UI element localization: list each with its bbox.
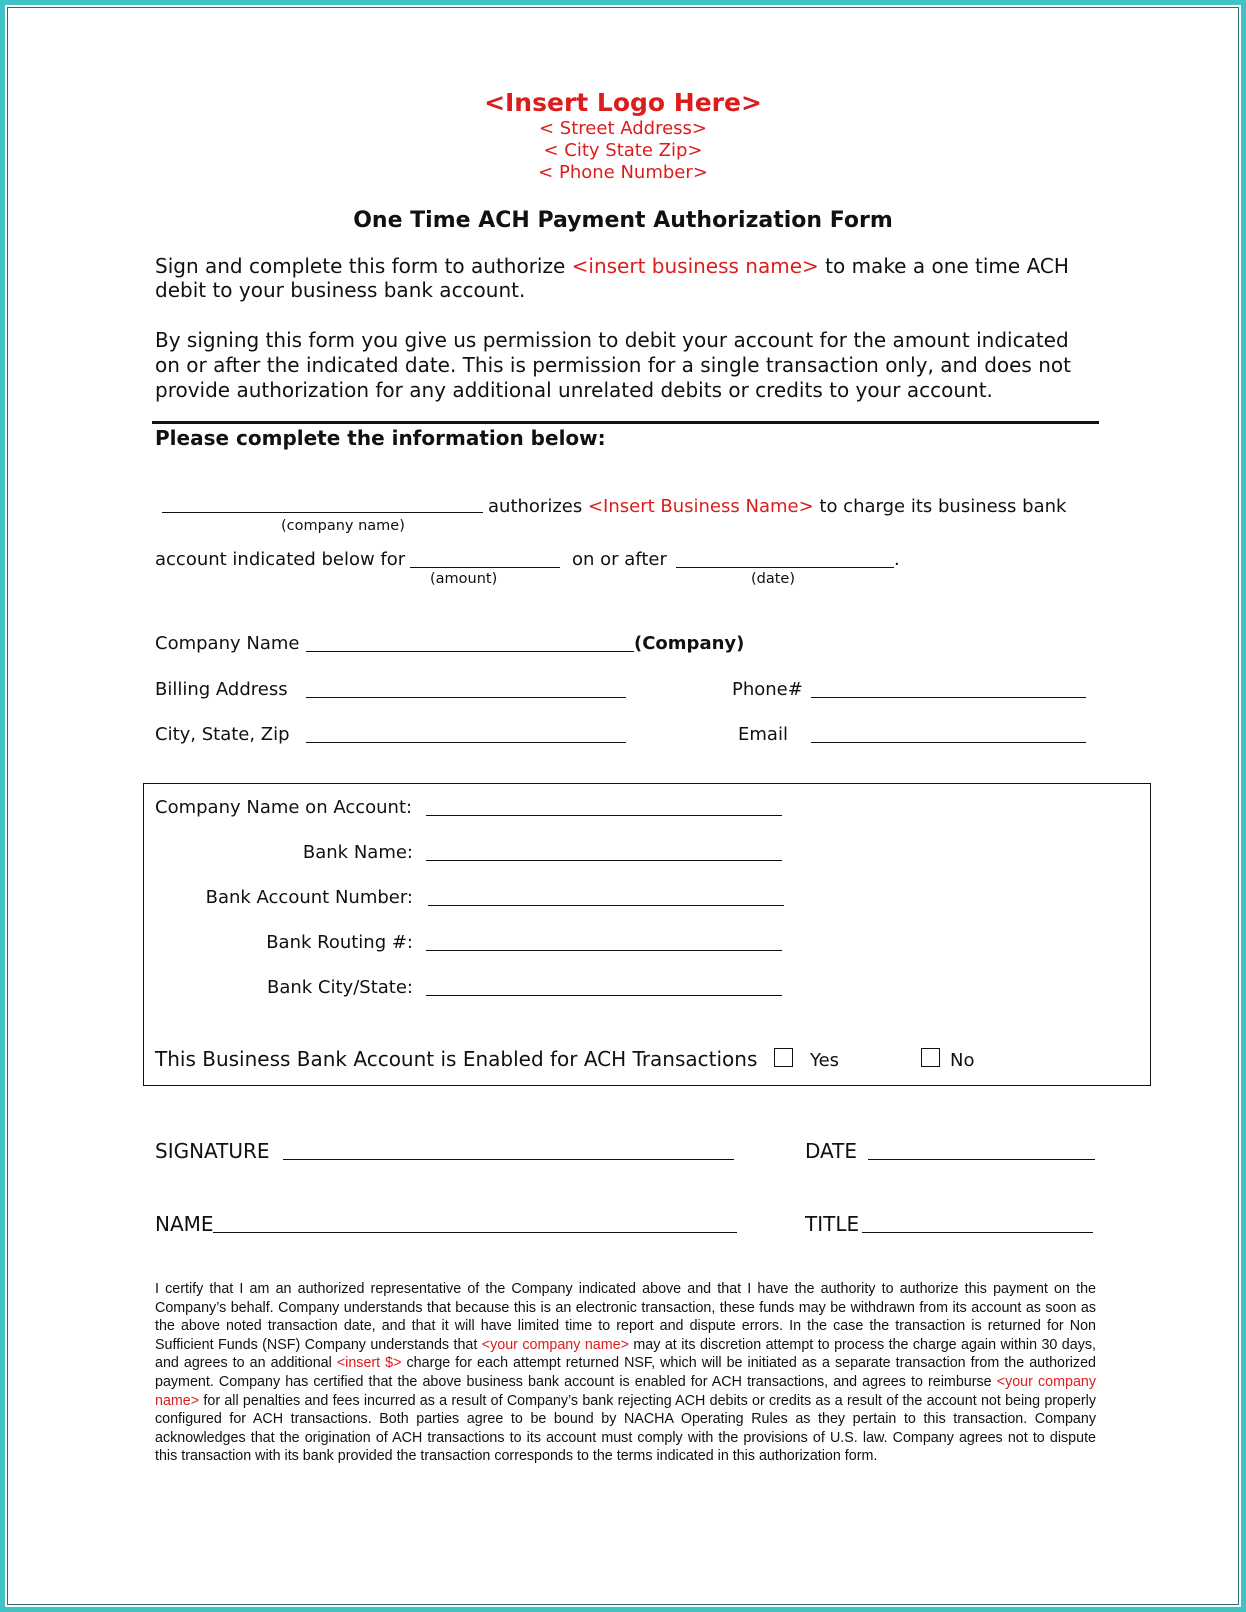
charge-text: to charge its business bank <box>813 496 1067 517</box>
company-name-blank[interactable] <box>162 512 483 513</box>
legal-text: charge for each attempt returned NSF, which will be initiated as a separate transaction from the authorized payment. Company has certified that the above business bank account is enabled for ACH transactions, and agrees to reimburse <box>155 1355 1096 1390</box>
company-name-label: Company Name <box>155 633 300 654</box>
page-title: One Time ACH Payment Authorization Form <box>353 208 893 233</box>
company-name-on-account-label: Company Name on Account: <box>155 797 413 818</box>
ach-no-label: No <box>950 1050 975 1071</box>
company-name-caption: (company name) <box>281 518 405 534</box>
account-text: account indicated below for <box>155 549 406 570</box>
bank-name-field[interactable] <box>426 860 782 861</box>
on-or-after-text: on or after <box>572 549 667 570</box>
business-name-placeholder: <insert business name> <box>571 254 819 278</box>
legal-disclaimer <box>155 1280 1096 1466</box>
company-name-placeholder: <your company name> <box>481 1336 629 1353</box>
billing-address-label: Billing Address <box>155 679 288 700</box>
ach-yes-checkbox[interactable] <box>774 1048 793 1067</box>
legal-text: for all penalties and fees incurred as a result of Company’s bank rejecting ACH debits or credits as a result of the account not being properly configured for ACH transactions. Both parties agree to be bound by NACHA Operating Rules as they pertain to this transaction. Company acknowledges that the origination of ACH transactions to its account must comply with the provisions of U.S. law. Company agrees not to dispute this transaction with its bank provided the transaction corresponds to the terms indicated in this authorization form. <box>155 1392 1096 1465</box>
business-name-placeholder: <Insert Business Name> <box>587 496 814 517</box>
ach-no-checkbox[interactable] <box>921 1048 940 1067</box>
intro-paragraph-2-line-3: provide authorization for any additional unrelated debits or credits to your account. <box>155 378 993 402</box>
intro-paragraph-1 <box>155 254 1069 278</box>
signature-field[interactable] <box>283 1159 734 1160</box>
intro-paragraph-2-line-1: By signing this form you give us permission to debit your account for the amount indicated <box>155 328 1069 352</box>
email-label: Email <box>738 724 788 745</box>
date-field[interactable] <box>868 1159 1095 1160</box>
legal-text: I certify that I am an authorized representative of the Company indicated above and that I have the authority to authorize this payment on the Company’s behalf. Company understands that because this is an electronic transaction, these funds may be withdrawn from its account as soon as the above noted transaction date, and that it will have limited time to report and dispute errors. In the case the transaction is returned for Non Sufficient Funds (NSF) Company understands that <box>155 1281 1096 1353</box>
company-name-field[interactable] <box>306 651 634 652</box>
section-heading: Please complete the information below: <box>155 426 606 450</box>
sentence-period: . <box>894 549 900 570</box>
intro-text: Sign and complete this form to authorize <box>155 254 572 278</box>
intro-paragraph-1-line-2: debit to your business bank account. <box>155 278 526 302</box>
name-label: NAME <box>155 1212 214 1236</box>
amount-caption: (amount) <box>430 571 498 587</box>
billing-address-field[interactable] <box>306 697 626 698</box>
email-field[interactable] <box>811 742 1086 743</box>
company-name-on-account-field[interactable] <box>426 815 782 816</box>
signature-label: SIGNATURE <box>155 1139 270 1163</box>
date-blank[interactable] <box>676 567 894 568</box>
section-divider <box>152 421 1099 424</box>
legal-text: may at its discretion attempt to process the charge again within 30 days, and agrees to an additional <box>155 1336 1096 1372</box>
logo-placeholder: <Insert Logo Here> <box>484 88 762 117</box>
phone-field[interactable] <box>811 697 1086 698</box>
date-label: DATE <box>805 1139 858 1163</box>
authorizes-text: authorizes <box>488 496 588 517</box>
fee-placeholder: <insert $> <box>336 1355 402 1372</box>
bank-routing-field[interactable] <box>426 950 782 951</box>
intro-paragraph-2-line-2: on or after the indicated date. This is permission for a single transaction only, and does not <box>155 353 1071 377</box>
intro-text: to make a one time ACH <box>818 254 1069 278</box>
bank-routing-label: Bank Routing #: <box>266 932 413 953</box>
amount-blank[interactable] <box>410 567 560 568</box>
company-name-placeholder: <your company name> <box>155 1373 1096 1409</box>
ach-enabled-label: This Business Bank Account is Enabled for ACH Transactions <box>155 1047 758 1071</box>
street-address: < Street Address> <box>539 118 707 139</box>
phone-label: Phone# <box>732 679 803 700</box>
phone-number: < Phone Number> <box>538 162 708 183</box>
bank-city-state-field[interactable] <box>426 995 782 996</box>
title-field[interactable] <box>862 1232 1093 1233</box>
bank-account-number-label: Bank Account Number: <box>205 887 413 908</box>
bank-account-number-field[interactable] <box>428 905 784 906</box>
city-state-zip: < City State Zip> <box>543 140 703 161</box>
title-label: TITLE <box>805 1212 860 1236</box>
date-caption: (date) <box>751 571 796 587</box>
name-field[interactable] <box>213 1232 737 1233</box>
bank-name-label: Bank Name: <box>302 842 413 863</box>
company-suffix: (Company) <box>634 633 745 654</box>
city-state-zip-label: City, State, Zip <box>155 724 290 745</box>
ach-yes-label: Yes <box>810 1050 840 1071</box>
bank-city-state-label: Bank City/State: <box>267 977 413 998</box>
city-state-zip-field[interactable] <box>306 742 626 743</box>
authorizes-sentence <box>488 496 1066 517</box>
